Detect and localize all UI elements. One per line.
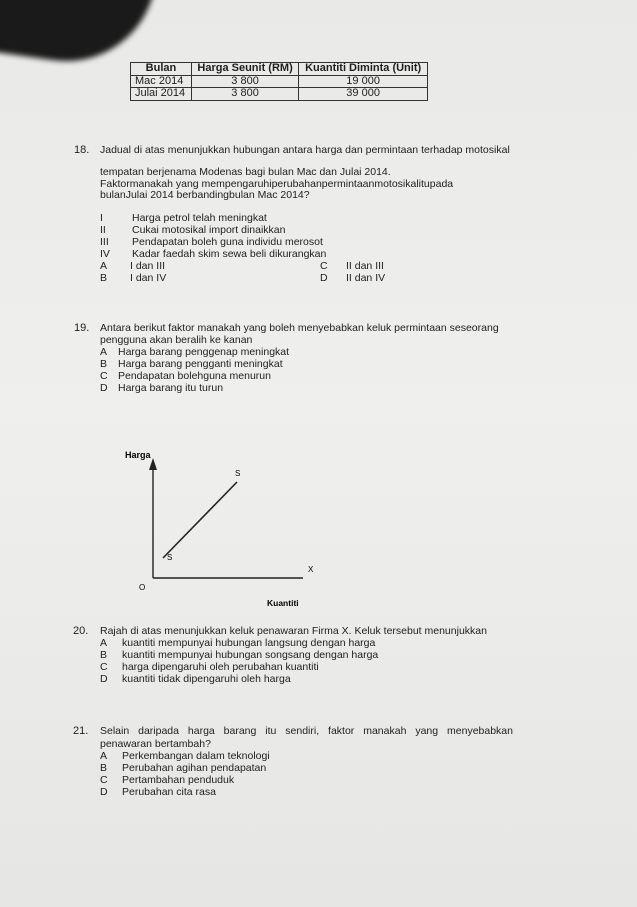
statement-roman: IV — [100, 248, 110, 260]
option-letter: D — [100, 673, 108, 685]
option-text: Perkembangan dalam teknologi — [122, 750, 270, 762]
table-header: Bulan — [131, 63, 192, 76]
table-cell: 3 800 — [191, 88, 298, 101]
table-cell: 3 800 — [191, 75, 298, 88]
option-text: II dan III — [346, 260, 384, 272]
option-letter: D — [100, 382, 108, 394]
statement — [100, 213, 267, 224]
statement — [100, 249, 326, 260]
answer-option-a[interactable] — [100, 638, 375, 649]
option-text: Harga barang pengganti meningkat — [118, 358, 283, 370]
table-cell: 19 000 — [299, 75, 428, 88]
table-header: Kuantiti Diminta (Unit) — [299, 63, 428, 76]
question-text: Jadual di atas menunjukkan hubungan antara harga dan permintaan terhadap motosikal — [100, 144, 510, 156]
option-letter: D — [320, 272, 328, 284]
option-letter: C — [100, 370, 108, 382]
y-axis-label: Harga — [125, 450, 151, 460]
statement-text: Harga petrol telah meningkat — [132, 212, 267, 224]
option-text: kuantiti tidak dipengaruhi oleh harga — [122, 673, 291, 685]
answer-option-d[interactable] — [100, 383, 223, 394]
question-text: Antara berikut faktor manakah yang boleh menyebabkan keluk permintaan seseorang — [100, 322, 499, 334]
question-number: 20. — [73, 625, 89, 637]
option-text: I dan IV — [130, 272, 167, 284]
question-number: 19. — [74, 322, 90, 334]
answer-option-b[interactable] — [100, 273, 166, 284]
answer-option-b[interactable] — [100, 763, 266, 774]
option-letter: A — [100, 750, 108, 762]
answer-option-c[interactable] — [100, 371, 271, 382]
option-letter: C — [100, 774, 108, 786]
answer-option-c[interactable] — [100, 775, 234, 786]
answer-option-a[interactable] — [100, 261, 165, 272]
option-text: kuantiti mempunyai hubungan langsung dengan harga — [122, 637, 376, 649]
option-text: I dan III — [130, 260, 166, 272]
answer-option-a[interactable] — [100, 751, 270, 762]
origin-label: O — [139, 583, 146, 592]
answer-option-b[interactable] — [100, 650, 378, 661]
option-text: harga dipengaruhi oleh perubahan kuantiti — [122, 661, 319, 673]
statement-text: Cukai motosikal import dinaikkan — [132, 224, 286, 236]
option-letter: B — [100, 762, 108, 774]
option-text: Pertambahan penduduk — [122, 774, 235, 786]
x-end-label: X — [308, 565, 314, 574]
option-text: Perubahan cita rasa — [122, 786, 216, 798]
table-row — [131, 88, 428, 101]
question-text: Rajah di atas menunjukkan keluk penawaran Firma X. Keluk tersebut menunjukkan — [100, 625, 487, 637]
answer-option-d[interactable] — [320, 273, 385, 284]
option-text: Harga barang penggenap meningkat — [118, 346, 290, 358]
table-row — [131, 75, 428, 88]
answer-option-d[interactable] — [100, 787, 216, 798]
option-letter: A — [100, 637, 108, 649]
question-text: tempatan berjenama Modenas bagi bulan Mac dan Julai 2014. — [100, 166, 391, 178]
option-letter: B — [100, 272, 108, 284]
option-letter: A — [100, 346, 108, 358]
question-text: penawaran bertambah? — [100, 738, 211, 750]
curve-label-bottom: S — [167, 553, 173, 562]
answer-option-b[interactable] — [100, 359, 283, 370]
statement — [100, 237, 323, 248]
statement-roman: III — [100, 236, 109, 248]
question-number: 21. — [73, 725, 89, 737]
answer-option-c[interactable] — [320, 261, 384, 272]
question-text: Selain daripada harga barang itu sendiri, faktor manakah yang menyebabkan — [100, 725, 513, 737]
option-letter: C — [100, 661, 108, 673]
option-text: Pendapatan bolehguna menurun — [118, 370, 271, 382]
answer-option-c[interactable] — [100, 662, 319, 673]
supply-curve — [163, 482, 237, 558]
option-letter: C — [320, 260, 328, 272]
supply-curve-diagram — [115, 448, 335, 618]
statement-text: Kadar faedah skim sewa beli dikurangkan — [132, 248, 327, 260]
statement-text: Pendapatan boleh guna individu merosot — [132, 236, 323, 248]
table-cell: Mac 2014 — [131, 75, 192, 88]
curve-label-top: S — [235, 469, 241, 478]
table-cell: Julai 2014 — [131, 88, 192, 101]
statement — [100, 225, 285, 236]
option-letter: D — [100, 786, 108, 798]
option-letter: B — [100, 358, 108, 370]
question-text: pengguna akan beralih ke kanan — [100, 334, 253, 346]
option-letter: A — [100, 260, 108, 272]
answer-option-d[interactable] — [100, 674, 291, 685]
statement-roman: II — [100, 224, 106, 236]
option-letter: B — [100, 649, 108, 661]
option-text: kuantiti mempunyai hubungan songsang dengan harga — [122, 649, 379, 661]
answer-option-a[interactable] — [100, 347, 289, 358]
table-header: Harga Seunit (RM) — [191, 63, 298, 76]
option-text: Perubahan agihan pendapatan — [122, 762, 267, 774]
price-demand-table — [130, 62, 428, 101]
question-text: Faktormanakah yang mempengaruhiperubahanpermintaanmotosikalitupada — [100, 178, 454, 190]
table-header-row — [131, 63, 428, 76]
option-text: Harga barang itu turun — [118, 382, 224, 394]
question-number: 18. — [74, 144, 90, 156]
x-axis-label: Kuantiti — [267, 598, 299, 608]
question-text: bulanJulai 2014 berbandingbulan Mac 2014? — [100, 189, 310, 201]
statement-roman: I — [100, 212, 103, 224]
table-cell: 39 000 — [299, 88, 428, 101]
option-text: II dan IV — [346, 272, 386, 284]
